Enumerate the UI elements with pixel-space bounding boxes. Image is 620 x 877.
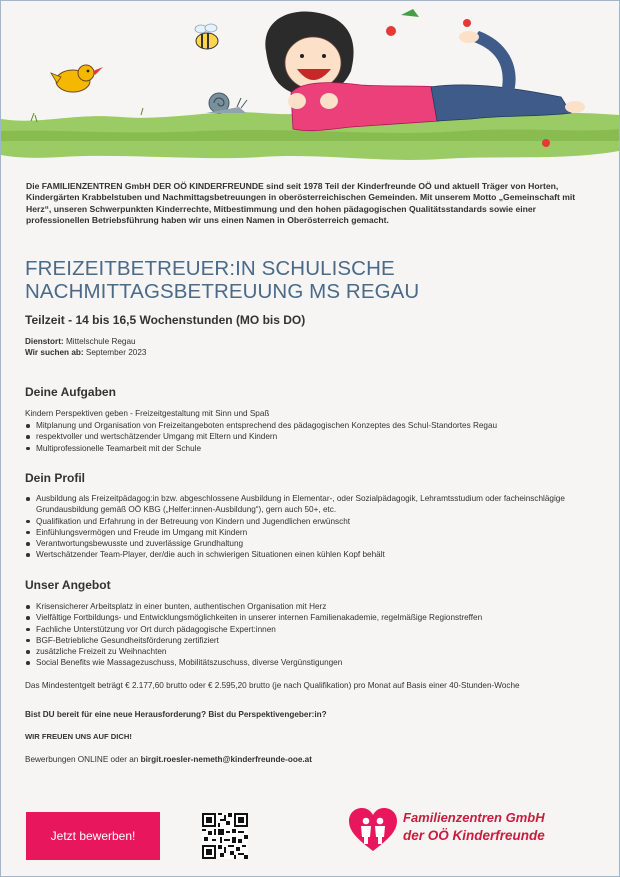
logo-text [403, 809, 545, 845]
start-label: Wir suchen ab: [25, 347, 84, 357]
apply-button[interactable]: Jetzt bewerben! [26, 812, 160, 860]
list-item: Mitplanung und Organisation von Freizeitangeboten entsprechend des pädagogischen Konzeptes des Schul-Standortes Regau [25, 420, 585, 431]
list-item: Social Benefits wie Massagezuschuss, Mobilitätszuschuss, diverse Vergünstigungen [25, 657, 585, 668]
logo-line-2: der OÖ Kinderfreunde [403, 828, 545, 843]
job-meta [25, 337, 146, 358]
hero-illustration [1, 1, 619, 161]
location-row [25, 337, 146, 348]
heart-logo-icon [349, 808, 397, 851]
list-item: Krisensicherer Arbeitsplatz in einer bunten, authentischen Organisation mit Herz [25, 601, 585, 612]
section-title-profil: Dein Profil [25, 471, 86, 485]
list-item: BGF-Betriebliche Gesundheitsförderung zertifiziert [25, 635, 585, 646]
aufgaben-lead: Kindern Perspektiven geben - Freizeitgestaltung mit Sinn und Spaß [25, 409, 270, 418]
bee-illustration [195, 24, 218, 49]
apply-info [25, 755, 585, 766]
start-row [25, 348, 146, 359]
location-label: Dienstort: [25, 337, 64, 346]
start-value: September 2023 [85, 347, 147, 357]
welcome-text: WIR FREUEN UNS AUF DICH! [25, 732, 132, 741]
job-title-line-1: FREIZEITBETREUER:IN SCHULISCHE [25, 257, 395, 280]
list-item: Ausbildung als Freizeitpädagog:in bzw. abgeschlossene Ausbildung in Elementar-, oder Sozialpädagogik, Lehramtsstudium oder facheinschlägige Grundausbildung gemäß OÖ KBG („Helfer:innen-Ausbildung“), gern auch 50+, etc. [25, 493, 585, 516]
list-item: respektvoller und wertschätzender Umgang mit Eltern und Kindern [25, 431, 585, 442]
section-title-angebot: Unser Angebot [25, 578, 111, 592]
salary-text: Das Mindestentgelt beträgt € 2.177,60 brutto oder € 2.595,20 brutto (je nach Qualifikation) pro Monat auf Basis einer 40-Stunden-Woche [25, 681, 520, 690]
profil-list [25, 493, 585, 561]
question-text: Bist DU bereit für eine neue Herausforderung? Bist du Perspektivengeber:in? [25, 710, 327, 719]
company-intro: Die FAMILIENZENTREN GmbH DER OÖ KINDERFREUNDE sind seit 1978 Teil der Kinderfreunde OÖ und aktuell Träger von Horten, Kindergärten Krabbelstuben und Nachmittagsbetreuungen in oberösterreichischen Gemeinden. Mit unserem Motto „Gemeinschaft mit Herz“, unseren Schwerpunkten Kinderrechte, Mitbestimmung und den hohen pädagogischen Qualitätsstandards sowie einer professionellen Betriebsführung haben wir uns einen Namen in Oberösterreich gemacht. [26, 181, 576, 226]
list-item: Multiprofessionelle Teamarbeit mit der Schule [25, 443, 585, 454]
list-item: Qualifikation und Erfahrung in der Betreuung von Kindern und Jugendlichen erwünscht [25, 516, 585, 527]
apply-email[interactable]: birgit.roesler-nemeth@kinderfreunde-ooe.at [140, 755, 312, 764]
snail-illustration [206, 93, 247, 113]
list-item: Einfühlungsvermögen und Freude im Umgang mit Kindern [25, 527, 585, 538]
location-value: Mittelschule Regau [65, 337, 136, 346]
list-item: Fachliche Unterstützung vor Ort durch pädagogische Expert:innen [25, 624, 585, 635]
job-subtitle: Teilzeit - 14 bis 16,5 Wochenstunden (MO bis DO) [25, 313, 306, 327]
list-item: Verantwortungsbewusste und zuverlässige Grundhaltung [25, 538, 585, 549]
job-title-line-2: NACHMITTAGSBETREUUNG MS REGAU [25, 279, 420, 303]
list-item: zusätzliche Freizeit zu Weihnachten [25, 646, 585, 657]
list-item: Wertschätzender Team-Player, der/die auch in schwierigen Situationen einen kühlen Kopf behält [25, 549, 585, 560]
angebot-list [25, 601, 585, 669]
logo-line-1: Familienzentren GmbH [403, 810, 545, 825]
qr-code[interactable] [202, 813, 248, 859]
aufgaben-list [25, 420, 585, 454]
girl-illustration [265, 12, 585, 131]
bird-illustration [51, 65, 103, 92]
list-item: Vielfältige Fortbildungs- und Entwicklungsmöglichkeiten in unserer internen Familienakademie, regelmäßige Regionstreffen [25, 612, 585, 623]
section-title-aufgaben: Deine Aufgaben [25, 385, 116, 399]
job-title [25, 258, 605, 303]
apply-text: Bewerbungen ONLINE oder an [25, 755, 139, 764]
